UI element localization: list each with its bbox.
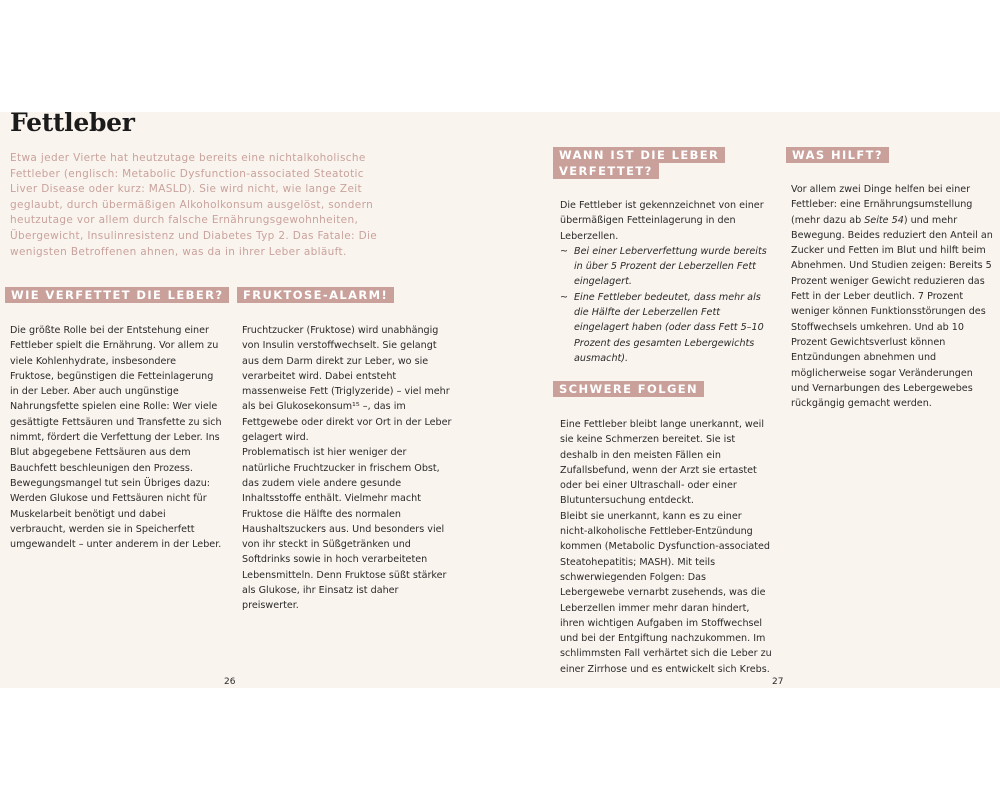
bullet-list: [560, 244, 767, 366]
page-title: Fettleber: [10, 108, 135, 137]
page-reference-link[interactable]: Seite 54: [864, 214, 904, 226]
column-schwere-folgen: [560, 417, 772, 677]
paragraph: [791, 182, 994, 411]
list-item: [560, 244, 767, 290]
bullet-marker: ~: [560, 291, 569, 303]
column-fruktose-alarm: [242, 323, 456, 614]
section-heading-schwere-folgen: SCHWERE FOLGEN: [553, 381, 704, 397]
section-heading-fruktose-alarm: FRUKTOSE-ALARM!: [237, 287, 394, 303]
list-item-text: Bei einer Leberverfettung wurde bereits in über 5 Prozent der Leberzellen Fett eingelagert.: [574, 245, 767, 288]
paragraph: Problematisch ist hier weniger der natürliche Fruchtzucker in frischem Obst, das zudem viele andere gesunde Inhaltsstoffe enthält. Vielmehr macht Fruktose die Hälfte des normalen Haushaltszuckers aus. Und besonders viel von ihr steckt in Süßgetränken und Softdrinks sowie in hoch verarbeiteten Lebensmitteln. Denn Fruktose süßt stärker als Glukose, ihr Einsatz ist daher preiswerter.: [242, 447, 447, 612]
paragraph: Eine Fettleber bleibt lange unerkannt, weil sie keine Schmerzen bereitet. Sie ist deshalb in den meisten Fällen ein Zufallsbefund, wenn der Arzt sie ertastet oder bei einer Ultraschall- oder einer Blutuntersuchung entdeckt.: [560, 419, 764, 507]
paragraph: Fruchtzucker (Fruktose) wird unabhängig von Insulin verstoffwechselt. Sie gelangt aus dem Darm direkt zur Leber, wo sie verarbeitet wird. Dabei entsteht massenweise Fett (Triglyzeride) – viel mehr als bei Glukosekonsum¹⁵ –, das im Fettgewebe oder direkt vor Ort in der Leber gelagert wird.: [242, 325, 452, 444]
paragraph: Die größte Rolle bei der Entstehung einer Fettleber spielt die Ernährung. Vor allem zu viele Kohlenhydrate, insbesondere Fruktose, begünstigen die Fetteinlagerung in der Leber. Aber auch ungünstige Nahrungsfette spielen eine Rolle: Wer viele gesättigte Fettsäuren und Transfette zu sich nimmt, fördert die Verfettung der Leber. Ins Blut abgegebene Fettsäuren aus dem Bauchfett beschleunigen den Prozess.: [10, 325, 222, 474]
column-was-hilft: [791, 182, 994, 411]
page-number-left: 26: [224, 677, 236, 687]
section-heading-wann-verfettet-line-2: VERFETTET?: [553, 163, 659, 179]
text-segment: Vor allem zwei Dinge helfen bei einer Fettleber: eine Ernährungsumstellung (mehr dazu ab: [791, 184, 973, 226]
section-heading-was-hilft: WAS HILFT?: [786, 147, 889, 163]
paragraph: Bewegungsmangel tut sein Übriges dazu: Werden Glukose und Fettsäuren nicht für Muskelarbeit benötigt und dabei verbraucht, werden sie in Speicherfett umgewandelt – unter anderem in der Leber.: [10, 477, 222, 551]
bullet-marker: ~: [560, 245, 569, 257]
intro-paragraph: Etwa jeder Vierte hat heutzutage bereits eine nichtalkoholische Fettleber (englisch: Metabolic Dysfunction-associated Steatotic Liver Disease oder kurz: MASLD). Sie wird nicht, wie lange Zeit geglaubt, durch übermäßigen Alkoholkonsum ausgelöst, sondern heutzutage vor allem durch falsche Ernährungsgewohnheiten, Übergewicht, Insulinresistenz und Diabetes Typ 2. Das Fatale: Die wenigsten Betroffenen ahnen, was da in ihrer Leber abläuft.: [10, 152, 378, 258]
column-wann-verfettet: [560, 198, 767, 366]
paragraph: Die Fettleber ist gekennzeichnet von einer übermäßigen Fetteinlagerung in den Leberzellen.: [560, 200, 764, 242]
section-heading-wie-verfettet: WIE VERFETTET DIE LEBER?: [5, 287, 229, 303]
section-heading-wann-verfettet-line-1: WANN IST DIE LEBER: [553, 147, 725, 163]
column-wie-verfettet: [10, 323, 222, 552]
list-item-text: Eine Fettleber bedeutet, dass mehr als die Hälfte der Leberzellen Fett eingelagert haben (oder dass Fett 5–10 Prozent des gesamten Lebergewichts ausmacht).: [574, 291, 764, 364]
page-number-right: 27: [772, 677, 784, 687]
list-item: [560, 290, 767, 366]
text-segment: ) und mehr Bewegung. Beides reduziert den Anteil an Zucker und Fetten im Blut und hilft beim Abnehmen. Und Studien zeigen: Bereits 5 Prozent weniger Gewicht reduzieren das Fett in der Leber deutlich. 7 Prozent weniger können Funktionsstörungen des Stoffwechsels umkehren. Und ab 10 Prozent Gewichtsverlust können Entzündungen abnehmen und möglicherweise sogar Veränderungen und Vernarbungen des Lebergewebes rückgängig gemacht werden.: [791, 214, 993, 410]
paragraph: Bleibt sie unerkannt, kann es zu einer nicht-alkoholische Fettleber-Entzündung kommen (Metabolic Dysfunction-associated Steatohepatitis; MASH). Mit teils schwerwiegenden Folgen: Das Lebergewebe vernarbt zusehends, was die Leberzellen immer mehr daran hindert, ihren wichtigen Aufgaben im Stoffwechsel und bei der Entgiftung nachzukommen. Im schlimmsten Fall verhärtet sich die Leber zu einer Zirrhose und es entwickelt sich Krebs.: [560, 510, 772, 675]
